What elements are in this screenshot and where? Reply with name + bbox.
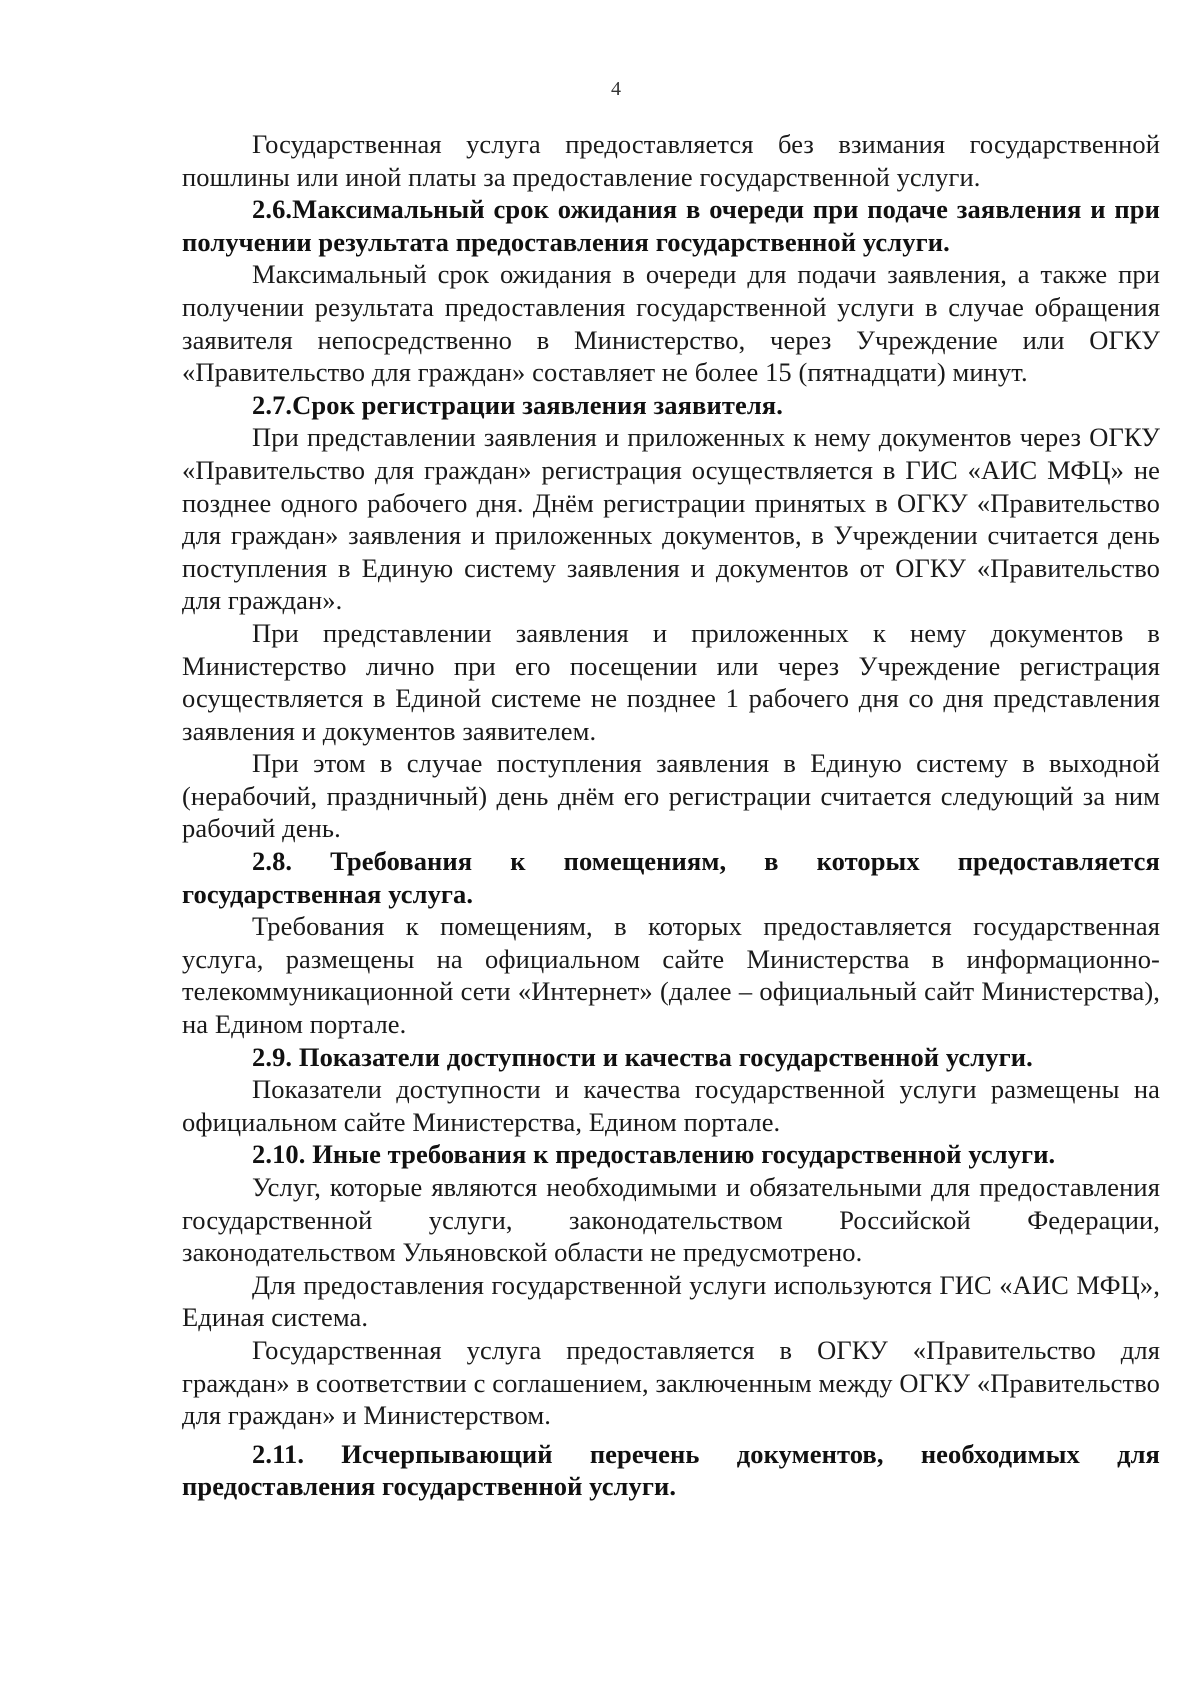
heading-2-11: 2.11. Исчерпывающий перечень документов, необходимых для предоставления государственной услуги. bbox=[182, 1438, 1160, 1502]
heading-2-6: 2.6.Максимальный срок ожидания в очереди при подаче заявления и при получении результата предоставления государственной услуги. bbox=[182, 194, 1160, 257]
heading-2-9: 2.9. Показатели доступности и качества государственной услуги. bbox=[252, 1041, 1033, 1072]
document-body bbox=[182, 128, 1160, 1503]
paragraph-fee: Государственная услуга предоставляется без взимания государственной пошлины или иной платы за предоставление государственной услуги. bbox=[182, 129, 1160, 192]
paragraph-indicators: Показатели доступности и качества государственной услуги размещены на официальном сайте Министерства, Едином портале. bbox=[182, 1074, 1160, 1137]
heading-2-10: 2.10. Иные требования к предоставлению государственной услуги. bbox=[252, 1139, 1056, 1170]
paragraph-registration-holiday: При этом в случае поступления заявления в Единую систему в выходной (нерабочий, праздничный) день днём его регистрации считается следующий за ним рабочий день. bbox=[182, 748, 1160, 844]
paragraph-premises: Требования к помещениям, в которых предоставляется государственная услуга, размещены на официальном сайте Министерства в информационно-телекоммуникационной сети «Интернет» (далее – официальный сайт Министерства), на Едином портале. bbox=[182, 911, 1160, 1040]
paragraph-registration-mfc: При представлении заявления и приложенных к нему документов через ОГКУ «Правительство для граждан» регистрация осуществляется в ГИС «АИС МФЦ» не позднее одного рабочего дня. Днём регистрации принятых в ОГКУ «Правительство для граждан» заявления и приложенных документов, в Учреждении считается день поступления в Единую систему заявления и документов от ОГКУ «Правительство для граждан». bbox=[182, 422, 1160, 616]
paragraph-queue-time: Максимальный срок ожидания в очереди для подачи заявления, а также при получении результата предоставления государственной услуги в случае обращения заявителя непосредственно в Министерство, через Учреждение или ОГКУ «Правительство для граждан» составляет не более 15 (пятнадцати) минут. bbox=[182, 259, 1160, 388]
heading-2-8: 2.8. Требования к помещениям, в которых предоставляется государственная услуга. bbox=[182, 846, 1160, 909]
paragraph-agreement: Государственная услуга предоставляется в ОГКУ «Правительство для граждан» в соответствии с соглашением, заключенным между ОГКУ «Правительство для граждан» и Министерством. bbox=[182, 1334, 1160, 1431]
heading-2-7: 2.7.Срок регистрации заявления заявителя. bbox=[252, 389, 783, 420]
paragraph-other-services: Услуг, которые являются необходимыми и обязательными для предоставления государственной услуги, законодательством Российской Федерации, законодательством Ульяновской области не предусмотрено. bbox=[182, 1172, 1160, 1268]
page-number: 4 bbox=[611, 78, 621, 100]
paragraph-registration-ministry: При представлении заявления и приложенных к нему документов в Министерство лично при его посещении или через Учреждение регистрация осуществляется в Единой системе не позднее 1 рабочего дня со дня представления заявления и документов заявителем. bbox=[182, 617, 1160, 746]
paragraph-systems-used: Для предоставления государственной услуги используются ГИС «АИС МФЦ», Единая система. bbox=[182, 1269, 1160, 1333]
